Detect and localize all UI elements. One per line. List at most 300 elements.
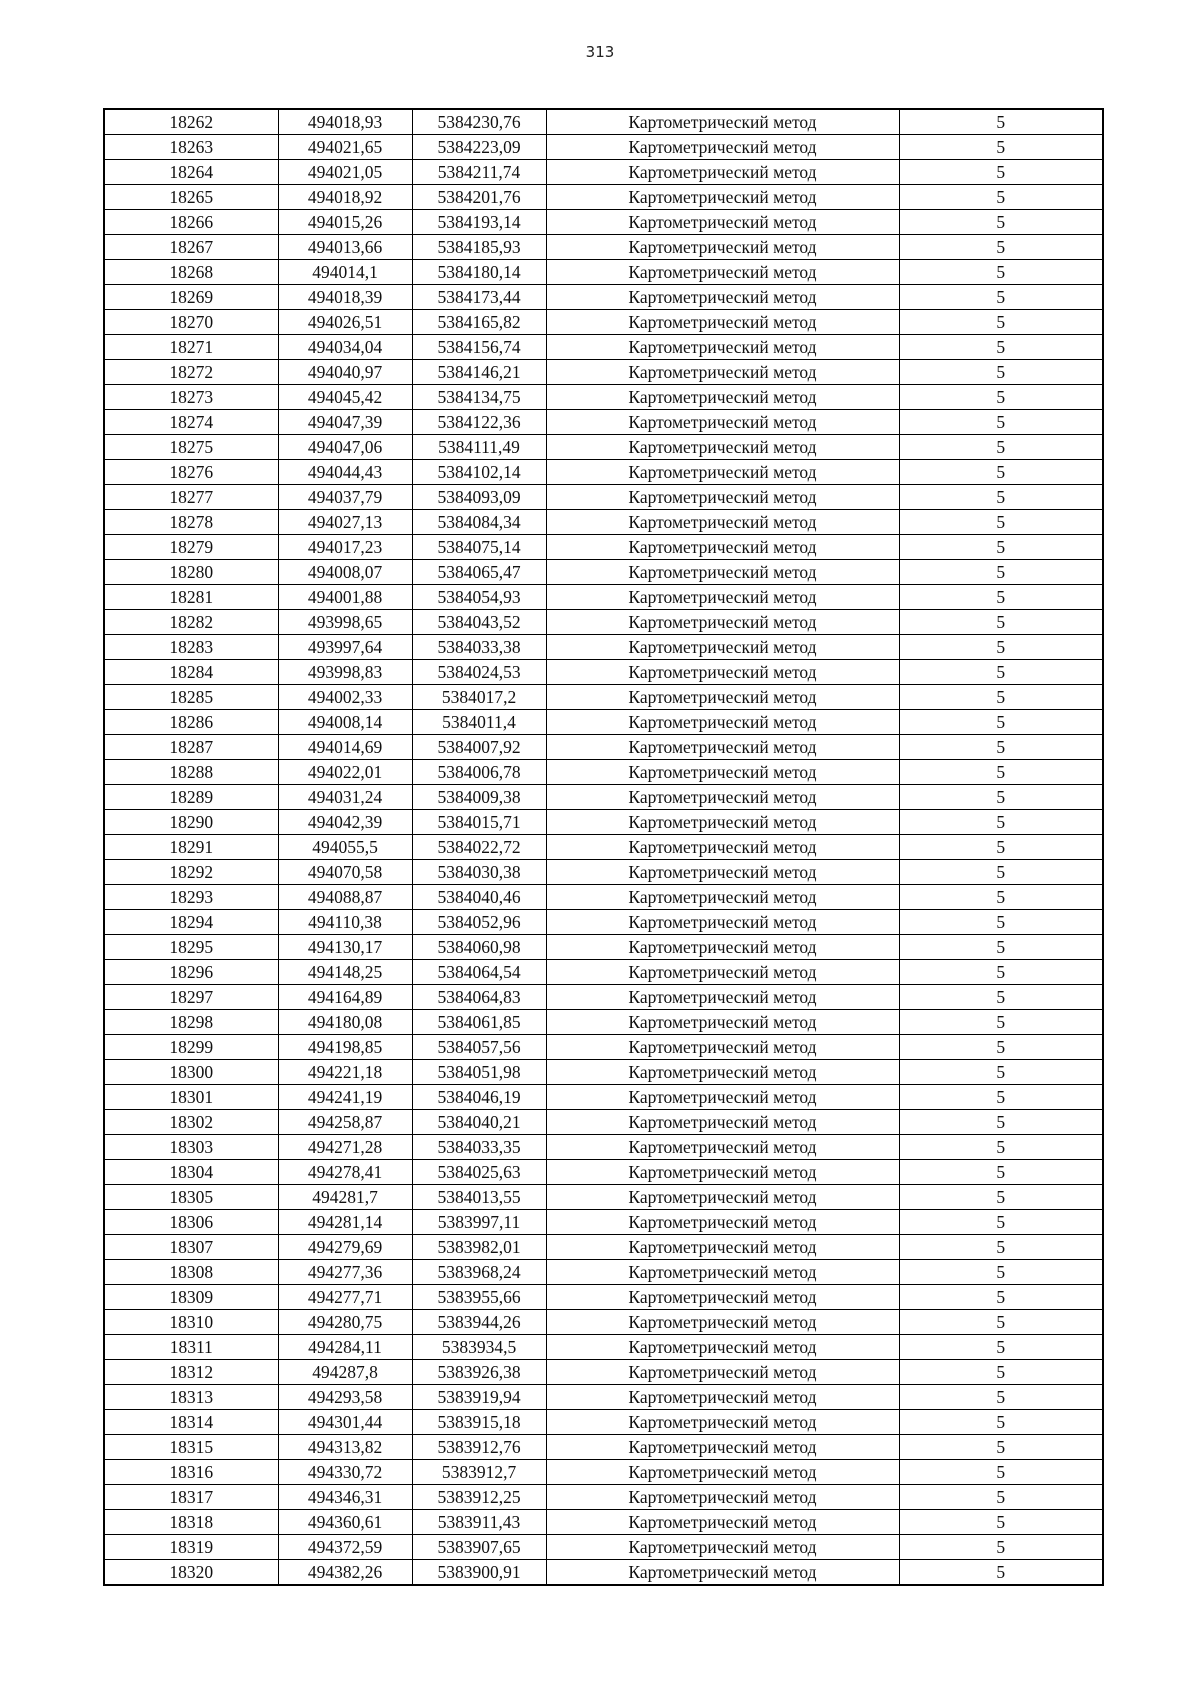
x-coordinate-cell: 493997,64: [278, 635, 412, 660]
x-coordinate-cell: 494017,23: [278, 535, 412, 560]
table-row: [104, 109, 1103, 135]
method-cell: Картометрический метод: [546, 885, 899, 910]
x-coordinate-cell: 494014,69: [278, 735, 412, 760]
accuracy-cell: 5: [899, 910, 1103, 935]
method-cell: Картометрический метод: [546, 285, 899, 310]
point-number-cell: 18302: [104, 1110, 278, 1135]
method-cell: Картометрический метод: [546, 1010, 899, 1035]
table-row: [104, 260, 1103, 285]
table-row: [104, 860, 1103, 885]
table-row: [104, 685, 1103, 710]
x-coordinate-cell: 494044,43: [278, 460, 412, 485]
point-number-cell: 18290: [104, 810, 278, 835]
x-coordinate-cell: 494042,39: [278, 810, 412, 835]
table-row: [104, 535, 1103, 560]
table-row: [104, 1485, 1103, 1510]
x-coordinate-cell: 494180,08: [278, 1010, 412, 1035]
y-coordinate-cell: 5384193,14: [412, 210, 546, 235]
y-coordinate-cell: 5384146,21: [412, 360, 546, 385]
y-coordinate-cell: 5383900,91: [412, 1560, 546, 1586]
y-coordinate-cell: 5384046,19: [412, 1085, 546, 1110]
x-coordinate-cell: 493998,83: [278, 660, 412, 685]
x-coordinate-cell: 493998,65: [278, 610, 412, 635]
y-coordinate-cell: 5384102,14: [412, 460, 546, 485]
accuracy-cell: 5: [899, 235, 1103, 260]
method-cell: Картометрический метод: [546, 1360, 899, 1385]
table-row: [104, 460, 1103, 485]
method-cell: Картометрический метод: [546, 435, 899, 460]
point-number-cell: 18262: [104, 109, 278, 135]
method-cell: Картометрический метод: [546, 1535, 899, 1560]
method-cell: Картометрический метод: [546, 810, 899, 835]
table-row: [104, 835, 1103, 860]
accuracy-cell: 5: [899, 360, 1103, 385]
method-cell: Картометрический метод: [546, 960, 899, 985]
accuracy-cell: 5: [899, 1260, 1103, 1285]
table-row: [104, 435, 1103, 460]
point-number-cell: 18319: [104, 1535, 278, 1560]
y-coordinate-cell: 5383911,43: [412, 1510, 546, 1535]
accuracy-cell: 5: [899, 109, 1103, 135]
method-cell: Картометрический метод: [546, 1085, 899, 1110]
x-coordinate-cell: 494018,93: [278, 109, 412, 135]
table-row: [104, 1260, 1103, 1285]
method-cell: Картометрический метод: [546, 335, 899, 360]
point-number-cell: 18303: [104, 1135, 278, 1160]
accuracy-cell: 5: [899, 1085, 1103, 1110]
accuracy-cell: 5: [899, 260, 1103, 285]
point-number-cell: 18264: [104, 160, 278, 185]
accuracy-cell: 5: [899, 210, 1103, 235]
y-coordinate-cell: 5384060,98: [412, 935, 546, 960]
point-number-cell: 18287: [104, 735, 278, 760]
method-cell: Картометрический метод: [546, 1335, 899, 1360]
y-coordinate-cell: 5383997,11: [412, 1210, 546, 1235]
accuracy-cell: 5: [899, 1485, 1103, 1510]
x-coordinate-cell: 494021,05: [278, 160, 412, 185]
method-cell: Картометрический метод: [546, 710, 899, 735]
accuracy-cell: 5: [899, 310, 1103, 335]
table-row: [104, 660, 1103, 685]
y-coordinate-cell: 5384093,09: [412, 485, 546, 510]
accuracy-cell: 5: [899, 735, 1103, 760]
x-coordinate-cell: 494110,38: [278, 910, 412, 935]
accuracy-cell: 5: [899, 1410, 1103, 1435]
method-cell: Картометрический метод: [546, 1135, 899, 1160]
accuracy-cell: 5: [899, 1535, 1103, 1560]
method-cell: Картометрический метод: [546, 385, 899, 410]
x-coordinate-cell: 494047,06: [278, 435, 412, 460]
method-cell: Картометрический метод: [546, 1560, 899, 1586]
accuracy-cell: 5: [899, 1035, 1103, 1060]
point-number-cell: 18308: [104, 1260, 278, 1285]
page-number: 313: [585, 43, 615, 61]
method-cell: Картометрический метод: [546, 1285, 899, 1310]
method-cell: Картометрический метод: [546, 360, 899, 385]
x-coordinate-cell: 494281,7: [278, 1185, 412, 1210]
accuracy-cell: 5: [899, 685, 1103, 710]
table-row: [104, 1310, 1103, 1335]
table-row: [104, 1460, 1103, 1485]
accuracy-cell: 5: [899, 560, 1103, 585]
method-cell: Картометрический метод: [546, 785, 899, 810]
accuracy-cell: 5: [899, 960, 1103, 985]
x-coordinate-cell: 494034,04: [278, 335, 412, 360]
point-number-cell: 18285: [104, 685, 278, 710]
accuracy-cell: 5: [899, 810, 1103, 835]
x-coordinate-cell: 494281,14: [278, 1210, 412, 1235]
table-row: [104, 1510, 1103, 1535]
method-cell: Картометрический метод: [546, 160, 899, 185]
method-cell: Картометрический метод: [546, 510, 899, 535]
x-coordinate-cell: 494040,97: [278, 360, 412, 385]
x-coordinate-cell: 494330,72: [278, 1460, 412, 1485]
table-row: [104, 560, 1103, 585]
accuracy-cell: 5: [899, 835, 1103, 860]
accuracy-cell: 5: [899, 585, 1103, 610]
y-coordinate-cell: 5384180,14: [412, 260, 546, 285]
point-number-cell: 18310: [104, 1310, 278, 1335]
accuracy-cell: 5: [899, 785, 1103, 810]
method-cell: Картометрический метод: [546, 1410, 899, 1435]
method-cell: Картометрический метод: [546, 910, 899, 935]
table-row: [104, 635, 1103, 660]
x-coordinate-cell: 494018,39: [278, 285, 412, 310]
y-coordinate-cell: 5384057,56: [412, 1035, 546, 1060]
x-coordinate-cell: 494221,18: [278, 1060, 412, 1085]
y-coordinate-cell: 5384084,34: [412, 510, 546, 535]
y-coordinate-cell: 5383955,66: [412, 1285, 546, 1310]
point-number-cell: 18292: [104, 860, 278, 885]
point-number-cell: 18294: [104, 910, 278, 935]
point-number-cell: 18291: [104, 835, 278, 860]
point-number-cell: 18317: [104, 1485, 278, 1510]
x-coordinate-cell: 494258,87: [278, 1110, 412, 1135]
point-number-cell: 18293: [104, 885, 278, 910]
x-coordinate-cell: 494130,17: [278, 935, 412, 960]
x-coordinate-cell: 494027,13: [278, 510, 412, 535]
x-coordinate-cell: 494164,89: [278, 985, 412, 1010]
method-cell: Картометрический метод: [546, 235, 899, 260]
point-number-cell: 18289: [104, 785, 278, 810]
point-number-cell: 18307: [104, 1235, 278, 1260]
point-number-cell: 18277: [104, 485, 278, 510]
y-coordinate-cell: 5384065,47: [412, 560, 546, 585]
accuracy-cell: 5: [899, 335, 1103, 360]
x-coordinate-cell: 494382,26: [278, 1560, 412, 1586]
point-number-cell: 18276: [104, 460, 278, 485]
method-cell: Картометрический метод: [546, 1210, 899, 1235]
method-cell: Картометрический метод: [546, 760, 899, 785]
accuracy-cell: 5: [899, 1435, 1103, 1460]
x-coordinate-cell: 494008,07: [278, 560, 412, 585]
y-coordinate-cell: 5383926,38: [412, 1360, 546, 1385]
accuracy-cell: 5: [899, 1385, 1103, 1410]
method-cell: Картометрический метод: [546, 1185, 899, 1210]
y-coordinate-cell: 5383982,01: [412, 1235, 546, 1260]
y-coordinate-cell: 5383944,26: [412, 1310, 546, 1335]
table-row: [104, 510, 1103, 535]
x-coordinate-cell: 494241,19: [278, 1085, 412, 1110]
accuracy-cell: 5: [899, 510, 1103, 535]
x-coordinate-cell: 494280,75: [278, 1310, 412, 1335]
table-row: [104, 1560, 1103, 1586]
table-row: [104, 485, 1103, 510]
accuracy-cell: 5: [899, 635, 1103, 660]
table-row: [104, 585, 1103, 610]
y-coordinate-cell: 5384017,2: [412, 685, 546, 710]
x-coordinate-cell: 494277,36: [278, 1260, 412, 1285]
y-coordinate-cell: 5384075,14: [412, 535, 546, 560]
point-number-cell: 18306: [104, 1210, 278, 1235]
y-coordinate-cell: 5384040,21: [412, 1110, 546, 1135]
x-coordinate-cell: 494088,87: [278, 885, 412, 910]
point-number-cell: 18282: [104, 610, 278, 635]
point-number-cell: 18272: [104, 360, 278, 385]
point-number-cell: 18300: [104, 1060, 278, 1085]
x-coordinate-cell: 494022,01: [278, 760, 412, 785]
x-coordinate-cell: 494013,66: [278, 235, 412, 260]
table-row: [104, 1185, 1103, 1210]
accuracy-cell: 5: [899, 1185, 1103, 1210]
y-coordinate-cell: 5384025,63: [412, 1160, 546, 1185]
point-number-cell: 18314: [104, 1410, 278, 1435]
accuracy-cell: 5: [899, 935, 1103, 960]
table-row: [104, 1435, 1103, 1460]
method-cell: Картометрический метод: [546, 310, 899, 335]
table-row: [104, 1385, 1103, 1410]
table-row: [104, 1235, 1103, 1260]
y-coordinate-cell: 5384223,09: [412, 135, 546, 160]
y-coordinate-cell: 5384165,82: [412, 310, 546, 335]
table-row: [104, 735, 1103, 760]
method-cell: Картометрический метод: [546, 260, 899, 285]
table-row: [104, 1335, 1103, 1360]
y-coordinate-cell: 5384009,38: [412, 785, 546, 810]
point-number-cell: 18278: [104, 510, 278, 535]
x-coordinate-cell: 494287,8: [278, 1360, 412, 1385]
y-coordinate-cell: 5383934,5: [412, 1335, 546, 1360]
point-number-cell: 18281: [104, 585, 278, 610]
table-row: [104, 1035, 1103, 1060]
point-number-cell: 18284: [104, 660, 278, 685]
table-body: [104, 109, 1103, 1585]
x-coordinate-cell: 494279,69: [278, 1235, 412, 1260]
table-row: [104, 785, 1103, 810]
table-row: [104, 185, 1103, 210]
table-row: [104, 985, 1103, 1010]
method-cell: Картометрический метод: [546, 1510, 899, 1535]
y-coordinate-cell: 5384033,38: [412, 635, 546, 660]
point-number-cell: 18265: [104, 185, 278, 210]
table-row: [104, 960, 1103, 985]
y-coordinate-cell: 5384022,72: [412, 835, 546, 860]
y-coordinate-cell: 5383919,94: [412, 1385, 546, 1410]
table-row: [104, 1410, 1103, 1435]
table-row: [104, 885, 1103, 910]
point-number-cell: 18270: [104, 310, 278, 335]
x-coordinate-cell: 494070,58: [278, 860, 412, 885]
y-coordinate-cell: 5384211,74: [412, 160, 546, 185]
y-coordinate-cell: 5384015,71: [412, 810, 546, 835]
table-row: [104, 1110, 1103, 1135]
point-number-cell: 18316: [104, 1460, 278, 1485]
method-cell: Картометрический метод: [546, 560, 899, 585]
accuracy-cell: 5: [899, 1560, 1103, 1586]
accuracy-cell: 5: [899, 160, 1103, 185]
accuracy-cell: 5: [899, 710, 1103, 735]
x-coordinate-cell: 494047,39: [278, 410, 412, 435]
y-coordinate-cell: 5383907,65: [412, 1535, 546, 1560]
accuracy-cell: 5: [899, 1285, 1103, 1310]
table-row: [104, 285, 1103, 310]
y-coordinate-cell: 5384007,92: [412, 735, 546, 760]
point-number-cell: 18263: [104, 135, 278, 160]
x-coordinate-cell: 494008,14: [278, 710, 412, 735]
y-coordinate-cell: 5384052,96: [412, 910, 546, 935]
x-coordinate-cell: 494346,31: [278, 1485, 412, 1510]
accuracy-cell: 5: [899, 410, 1103, 435]
point-number-cell: 18274: [104, 410, 278, 435]
x-coordinate-cell: 494031,24: [278, 785, 412, 810]
table-row: [104, 710, 1103, 735]
table-row: [104, 1160, 1103, 1185]
x-coordinate-cell: 494271,28: [278, 1135, 412, 1160]
point-number-cell: 18275: [104, 435, 278, 460]
accuracy-cell: 5: [899, 485, 1103, 510]
table-row: [104, 1085, 1103, 1110]
x-coordinate-cell: 494015,26: [278, 210, 412, 235]
method-cell: Картометрический метод: [546, 685, 899, 710]
method-cell: Картометрический метод: [546, 1235, 899, 1260]
x-coordinate-cell: 494293,58: [278, 1385, 412, 1410]
y-coordinate-cell: 5384024,53: [412, 660, 546, 685]
method-cell: Картометрический метод: [546, 610, 899, 635]
table-row: [104, 1135, 1103, 1160]
x-coordinate-cell: 494045,42: [278, 385, 412, 410]
point-number-cell: 18271: [104, 335, 278, 360]
method-cell: Картометрический метод: [546, 135, 899, 160]
y-coordinate-cell: 5383915,18: [412, 1410, 546, 1435]
accuracy-cell: 5: [899, 760, 1103, 785]
method-cell: Картометрический метод: [546, 585, 899, 610]
y-coordinate-cell: 5384030,38: [412, 860, 546, 885]
point-number-cell: 18311: [104, 1335, 278, 1360]
table-row: [104, 160, 1103, 185]
accuracy-cell: 5: [899, 1110, 1103, 1135]
method-cell: Картометрический метод: [546, 660, 899, 685]
table-row: [104, 1360, 1103, 1385]
table-row: [104, 1285, 1103, 1310]
accuracy-cell: 5: [899, 1010, 1103, 1035]
table-row: [104, 410, 1103, 435]
x-coordinate-cell: 494198,85: [278, 1035, 412, 1060]
accuracy-cell: 5: [899, 860, 1103, 885]
point-number-cell: 18313: [104, 1385, 278, 1410]
y-coordinate-cell: 5384033,35: [412, 1135, 546, 1160]
x-coordinate-cell: 494037,79: [278, 485, 412, 510]
point-number-cell: 18296: [104, 960, 278, 985]
method-cell: Картометрический метод: [546, 485, 899, 510]
method-cell: Картометрический метод: [546, 860, 899, 885]
table-row: [104, 210, 1103, 235]
table-row: [104, 135, 1103, 160]
x-coordinate-cell: 494372,59: [278, 1535, 412, 1560]
method-cell: Картометрический метод: [546, 935, 899, 960]
table-row: [104, 1535, 1103, 1560]
table-row: [104, 360, 1103, 385]
table-row: [104, 760, 1103, 785]
table-row: [104, 310, 1103, 335]
x-coordinate-cell: 494284,11: [278, 1335, 412, 1360]
point-number-cell: 18295: [104, 935, 278, 960]
y-coordinate-cell: 5384051,98: [412, 1060, 546, 1085]
point-number-cell: 18312: [104, 1360, 278, 1385]
table-row: [104, 910, 1103, 935]
y-coordinate-cell: 5384064,83: [412, 985, 546, 1010]
accuracy-cell: 5: [899, 535, 1103, 560]
method-cell: Картометрический метод: [546, 1110, 899, 1135]
accuracy-cell: 5: [899, 1360, 1103, 1385]
y-coordinate-cell: 5384111,49: [412, 435, 546, 460]
method-cell: Картометрический метод: [546, 1310, 899, 1335]
accuracy-cell: 5: [899, 435, 1103, 460]
y-coordinate-cell: 5384061,85: [412, 1010, 546, 1035]
method-cell: Картометрический метод: [546, 1435, 899, 1460]
table-row: [104, 610, 1103, 635]
point-number-cell: 18299: [104, 1035, 278, 1060]
accuracy-cell: 5: [899, 1335, 1103, 1360]
method-cell: Картометрический метод: [546, 109, 899, 135]
method-cell: Картометрический метод: [546, 735, 899, 760]
y-coordinate-cell: 5384054,93: [412, 585, 546, 610]
accuracy-cell: 5: [899, 1060, 1103, 1085]
x-coordinate-cell: 494148,25: [278, 960, 412, 985]
accuracy-cell: 5: [899, 1135, 1103, 1160]
table-row: [104, 1010, 1103, 1035]
method-cell: Картометрический метод: [546, 985, 899, 1010]
y-coordinate-cell: 5384230,76: [412, 109, 546, 135]
point-number-cell: 18268: [104, 260, 278, 285]
x-coordinate-cell: 494278,41: [278, 1160, 412, 1185]
method-cell: Картометрический метод: [546, 1460, 899, 1485]
point-number-cell: 18279: [104, 535, 278, 560]
point-number-cell: 18286: [104, 710, 278, 735]
method-cell: Картометрический метод: [546, 1485, 899, 1510]
y-coordinate-cell: 5384134,75: [412, 385, 546, 410]
method-cell: Картометрический метод: [546, 1060, 899, 1085]
method-cell: Картометрический метод: [546, 535, 899, 560]
accuracy-cell: 5: [899, 660, 1103, 685]
y-coordinate-cell: 5384122,36: [412, 410, 546, 435]
accuracy-cell: 5: [899, 1510, 1103, 1535]
accuracy-cell: 5: [899, 460, 1103, 485]
table-row: [104, 235, 1103, 260]
accuracy-cell: 5: [899, 1210, 1103, 1235]
method-cell: Картометрический метод: [546, 410, 899, 435]
table-row: [104, 335, 1103, 360]
table-row: [104, 935, 1103, 960]
point-number-cell: 18283: [104, 635, 278, 660]
table-row: [104, 385, 1103, 410]
y-coordinate-cell: 5383912,76: [412, 1435, 546, 1460]
accuracy-cell: 5: [899, 135, 1103, 160]
method-cell: Картометрический метод: [546, 460, 899, 485]
accuracy-cell: 5: [899, 1460, 1103, 1485]
point-number-cell: 18269: [104, 285, 278, 310]
point-number-cell: 18280: [104, 560, 278, 585]
y-coordinate-cell: 5383912,7: [412, 1460, 546, 1485]
